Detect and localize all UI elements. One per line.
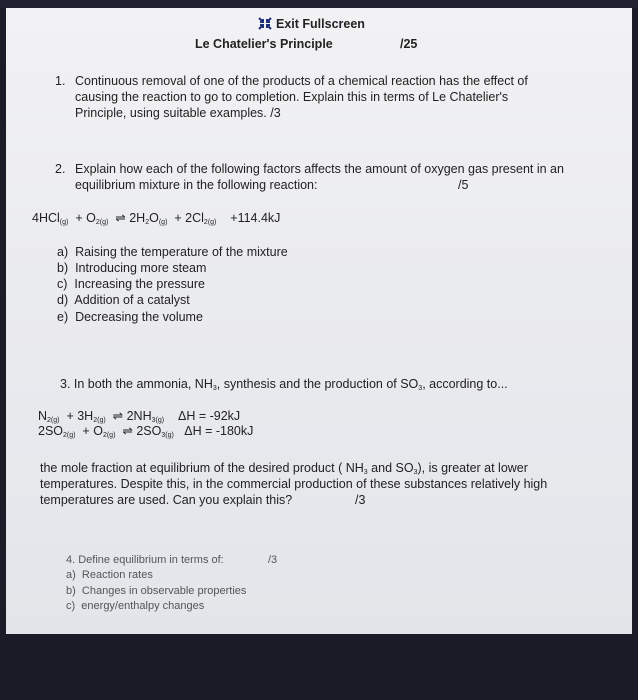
q2-factor-c: c) Increasing the pressure [57, 277, 206, 291]
q2-marks: /5 [458, 178, 469, 192]
q1-line-3: Principle, using suitable examples. /3 [75, 106, 281, 120]
page-title: Le Chatelier's Principle [195, 37, 333, 51]
q1-line-1: Continuous removal of one of the products of a chemical reaction has the effect of [75, 74, 528, 88]
q4-title: 4. Define equilibrium in terms of: [66, 554, 224, 566]
q2-factor-b: b) Introducing more steam [57, 261, 207, 275]
exit-fullscreen-icon [258, 17, 272, 30]
q2-equation: $4HCl_{(g)} + O_{2(g)}$ ⇌ $2H_2O_{(g)} + 2Cl_{2(g)}$ +114.4kJ [32, 211, 281, 226]
q3-body-line-3: temperatures are used. Can you explain this? [40, 493, 293, 507]
q2-factor-e: e) Decreasing the volume [57, 310, 203, 324]
total-marks: /25 [400, 37, 418, 51]
q1-line-2: causing the reaction to go to completion. Explain this in terms of Le Chatelier's [75, 90, 509, 104]
exit-fullscreen-button[interactable] [258, 17, 365, 32]
q3-equation-1: $N_{2(g)} + 3H_{2(g)}$ ⇌ $2NH_{3(g)}$ ΔH = -92kJ [38, 409, 241, 424]
q4-item-a: a) Reaction rates [66, 569, 153, 581]
q4-item-b: b) Changes in observable properties [66, 585, 247, 597]
q3-intro: 3. In both the ammonia, $NH_3$, synthesis and the production of $SO_3$, according to... [60, 377, 508, 392]
top-bar [0, 0, 638, 8]
exit-fullscreen-label: Exit Fullscreen [276, 17, 365, 31]
q4-marks: /3 [268, 554, 278, 566]
q2-line-1: Explain how each of the following factors affects the amount of oxygen gas present in an [75, 162, 564, 176]
q4-item-c: c) energy/enthalpy changes [66, 600, 205, 612]
q2-number: 2. [55, 162, 66, 176]
bottom-bar [0, 634, 638, 700]
q2-line-2: equilibrium mixture in the following reaction: [75, 178, 318, 192]
q1-number: 1. [55, 74, 66, 88]
q3-body-line-1: the mole fraction at equilibrium of the desired product ( $NH_3$ and $SO_3$), is greater at lower [40, 461, 528, 476]
q3-body-line-2: temperatures. Despite this, in the commercial production of these substances relatively high [40, 477, 548, 491]
q3-equation-2: $2SO_{2(g)} + O_{2(g)}$ ⇌ $2SO_{3(g)}$ ΔH = -180kJ [38, 424, 254, 439]
q3-marks: /3 [355, 493, 366, 507]
q2-factor-d: d) Addition of a catalyst [57, 293, 190, 307]
q2-factor-a: a) Raising the temperature of the mixture [57, 245, 288, 259]
